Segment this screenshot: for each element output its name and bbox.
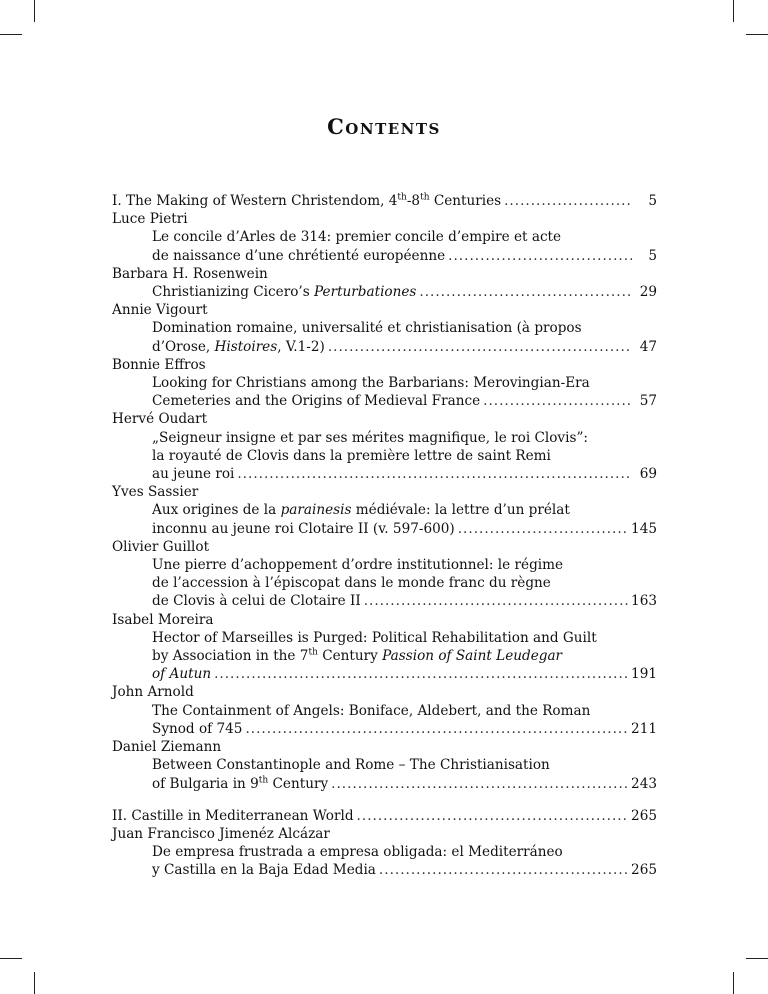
- table-of-contents: [112, 192, 657, 880]
- entry-title-line: Between Constantinople and Rome – The Christianisation: [152, 757, 550, 774]
- crop-mark: [34, 972, 35, 994]
- page-number: 145: [631, 520, 657, 537]
- toc-entry[interactable]: [112, 861, 657, 879]
- entry-title-line: of Autun: [152, 666, 212, 683]
- author-name: Annie Vigourt: [112, 302, 208, 319]
- entry-title-line: de naissance d’une chrétienté européenne: [152, 247, 446, 264]
- crop-mark: [34, 0, 35, 22]
- entry-title-line: Synod of 745: [152, 720, 243, 737]
- entry-title-line: y Castilla en la Baja Edad Media: [152, 862, 376, 879]
- author-name: Luce Pietri: [112, 211, 188, 228]
- toc-entry[interactable]: [112, 720, 657, 738]
- author-name: John Arnold: [112, 684, 194, 701]
- toc-entry[interactable]: [112, 775, 657, 793]
- entry-title-line: Hector of Marseilles is Purged: Political Rehabilitation and Guilt: [152, 629, 597, 646]
- author-name: Yves Sassier: [112, 484, 199, 501]
- leader-dots: [328, 338, 632, 356]
- page-number: 29: [639, 284, 657, 301]
- entry-title-line: Cemeteries and the Origins of Medieval France: [152, 393, 481, 410]
- entry-title-line: de Clovis à celui de Clotaire II: [152, 593, 361, 610]
- toc-entry[interactable]: [112, 338, 657, 356]
- section-heading[interactable]: [112, 192, 657, 210]
- page-number: 265: [631, 862, 657, 879]
- author-name: Daniel Ziemann: [112, 739, 222, 756]
- leader-dots: [364, 592, 628, 610]
- entry-title-line: Une pierre d’achoppement d’ordre institutionnel: le régime: [152, 557, 564, 574]
- crop-mark: [0, 958, 22, 959]
- toc-entry[interactable]: [112, 592, 657, 610]
- leader-dots: [331, 775, 628, 793]
- page-number: 5: [648, 247, 657, 264]
- section-label: II. Castille in Mediterranean World: [112, 807, 354, 824]
- entry-title-line: la royauté de Clovis dans la première lettre de saint Remi: [152, 447, 551, 464]
- toc-entry[interactable]: [112, 392, 657, 410]
- toc-entry[interactable]: [112, 520, 657, 538]
- entry-title-line: Christianizing Cicero’s Perturbationes: [152, 284, 417, 301]
- entry-title-line: The Containment of Angels: Boniface, Aldebert, and the Roman: [152, 702, 591, 719]
- page-number: 265: [631, 807, 657, 824]
- leader-dots: [483, 392, 632, 410]
- crop-mark: [746, 958, 768, 959]
- author-name: Bonnie Effros: [112, 356, 206, 373]
- toc-entry[interactable]: [112, 465, 657, 483]
- leader-dots: [448, 247, 632, 265]
- entry-title-line: Le concile d’Arles de 314: premier concile d’empire et acte: [152, 229, 562, 246]
- page-number: 191: [631, 666, 657, 683]
- toc-entry[interactable]: [112, 665, 657, 683]
- section-label: I. The Making of Western Christendom, 4th-8th Centuries: [112, 192, 502, 209]
- entry-title-line: au jeune roi: [152, 466, 235, 483]
- leader-dots: [245, 720, 628, 738]
- leader-dots: [379, 861, 628, 879]
- leader-dots: [504, 192, 632, 210]
- entry-title-line: by Association in the 7th Century Passion of Saint Leudegar: [152, 647, 563, 665]
- leader-dots: [458, 520, 628, 538]
- author-name: Isabel Moreira: [112, 611, 214, 628]
- leader-dots: [214, 665, 628, 683]
- page-number: 163: [631, 593, 657, 610]
- leader-dots: [357, 807, 629, 825]
- entry-title-line: „Seigneur insigne et par ses mérites magnifique, le roi Clovis”:: [152, 429, 588, 446]
- author-name: Olivier Guillot: [112, 538, 210, 555]
- entry-title-line: de l’accession à l’épiscopat dans le monde franc du règne: [152, 575, 551, 592]
- leader-dots: [419, 283, 632, 301]
- page-number: 5: [648, 193, 657, 209]
- spacer: [112, 793, 657, 807]
- page-number: 243: [631, 775, 657, 792]
- section-heading[interactable]: [112, 807, 657, 825]
- page-number: 211: [631, 720, 657, 737]
- page-number: 69: [639, 466, 657, 483]
- toc-entry[interactable]: [112, 283, 657, 301]
- crop-mark: [733, 972, 734, 994]
- leader-dots: [237, 465, 632, 483]
- entry-title-line: Domination romaine, universalité et christianisation (à propos: [152, 320, 582, 337]
- page-title: Contents: [327, 114, 441, 139]
- entry-title-line: inconnu au jeune roi Clotaire II (v. 597-600): [152, 520, 455, 537]
- entry-title-line: Looking for Christians among the Barbarians: Merovingian-Era: [152, 375, 590, 392]
- crop-mark: [746, 34, 768, 35]
- crop-mark: [733, 0, 734, 22]
- entry-title-line: d’Orose, Histoires, V.1-2): [152, 338, 325, 355]
- entry-title-line: Aux origines de la parainesis médiévale: la lettre d’un prélat: [152, 502, 570, 519]
- author-name: Hervé Oudart: [112, 411, 208, 428]
- toc-entry[interactable]: [112, 247, 657, 265]
- author-name: Barbara H. Rosenwein: [112, 265, 268, 282]
- crop-mark: [0, 34, 22, 35]
- page-number: 57: [639, 393, 657, 410]
- author-name: Juan Francisco Jimenéz Alcázar: [112, 825, 330, 842]
- entry-title-line: of Bulgaria in 9th Century: [152, 774, 329, 792]
- page-number: 47: [639, 338, 657, 355]
- entry-title-line: De empresa frustrada a empresa obligada: el Mediterráneo: [152, 844, 563, 861]
